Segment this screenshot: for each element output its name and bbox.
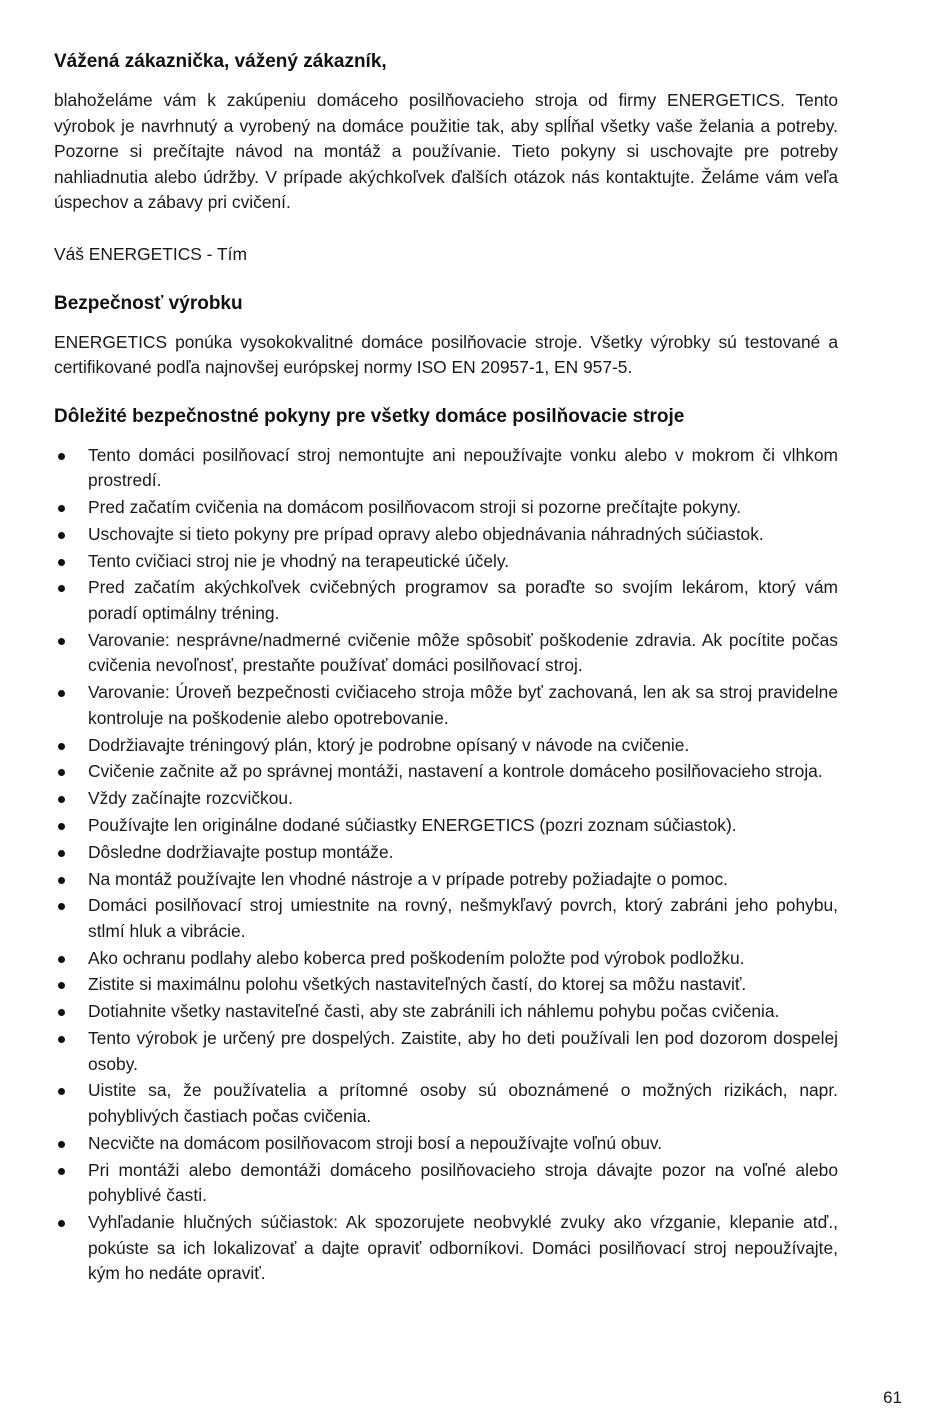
list-item-text: Uschovajte si tieto pokyny pre prípad opravy alebo objednávania náhradných súčiastok. bbox=[88, 523, 764, 544]
list-item bbox=[54, 972, 838, 998]
list-item-text: Zistite si maximálnu polohu všetkých nastaviteľných častí, do ktorej sa môžu nastaviť. bbox=[88, 974, 747, 995]
bullet-icon bbox=[58, 1220, 65, 1227]
bullet-icon bbox=[58, 453, 65, 460]
bullet-icon bbox=[58, 823, 65, 830]
list-item bbox=[54, 1026, 838, 1077]
bullet-icon bbox=[58, 743, 65, 750]
instructions-list bbox=[54, 443, 838, 1287]
list-item-text: Na montáž používajte len vhodné nástroje a v prípade potreby požiadajte o pomoc. bbox=[88, 868, 728, 889]
list-item-text: Tento výrobok je určený pre dospelých. Zaistite, aby ho deti používali len pod dozorom dospelej osoby. bbox=[88, 1028, 838, 1074]
list-item bbox=[54, 680, 838, 731]
safety-paragraph: ENERGETICS ponúka vysokokvalitné domáce posilňovacie stroje. Všetky výrobky sú testované a certifikované podľa najnovšej európskej normy ISO EN 20957-1, EN 957-5. bbox=[54, 331, 838, 378]
list-item bbox=[54, 628, 838, 679]
list-item-text: Pred začatím akýchkoľvek cvičebných programov sa poraďte so svojím lekárom, ktorý vám poradí optimálny tréning. bbox=[88, 577, 838, 624]
bullet-icon bbox=[58, 690, 65, 697]
list-item bbox=[54, 1131, 838, 1157]
list-item-text: Tento cvičiaci stroj nie je vhodný na terapeutické účely. bbox=[88, 550, 510, 571]
bullet-icon bbox=[58, 1009, 65, 1016]
list-item bbox=[54, 443, 838, 494]
bullet-icon bbox=[58, 1141, 65, 1148]
list-item-text: Uistite sa, že používatelia a prítomné osoby sú oboznámené o možných rizikách, napr. pohyblivých častiach počas cvičenia. bbox=[88, 1080, 838, 1126]
bullet-icon bbox=[58, 1036, 65, 1043]
list-item bbox=[54, 1078, 838, 1129]
list-item bbox=[54, 840, 838, 866]
document-page bbox=[54, 48, 838, 1288]
bullet-icon bbox=[58, 956, 65, 963]
list-item bbox=[54, 999, 838, 1025]
bullet-icon bbox=[58, 532, 65, 539]
list-item-text: Používajte len originálne dodané súčiastky ENERGETICS (pozri zoznam súčiastok). bbox=[88, 814, 737, 835]
list-item-text: Tento domáci posilňovací stroj nemontujte ani nepoužívajte vonku alebo v mokrom či vlhkom prostredí. bbox=[88, 444, 838, 491]
list-item bbox=[54, 495, 838, 521]
bullet-icon bbox=[58, 1088, 65, 1095]
list-item-text: Varovanie: nesprávne/nadmerné cvičenie môže spôsobiť poškodenie zdravia. Ak pocítite počas cvičenia nevoľnosť, prestaňte používať domáci posilňovací stroj. bbox=[88, 629, 838, 676]
list-item-text: Cvičenie začnite až po správnej montáži, nastavení a kontrole domáceho posilňovacieho stroja. bbox=[88, 761, 823, 782]
list-item bbox=[54, 575, 838, 626]
list-item bbox=[54, 813, 838, 839]
bullet-icon bbox=[58, 505, 65, 512]
list-item-text: Pri montáži alebo demontáži domáceho posilňovacieho stroja dávajte pozor na voľné alebo pohyblivé časti. bbox=[88, 1159, 838, 1206]
list-item bbox=[54, 759, 838, 785]
signature: Váš ENERGETICS - Tím bbox=[54, 243, 247, 264]
list-item bbox=[54, 786, 838, 812]
list-item bbox=[54, 1210, 838, 1287]
bullet-icon bbox=[58, 850, 65, 857]
bullet-icon bbox=[58, 585, 65, 592]
list-item bbox=[54, 1158, 838, 1209]
bullet-icon bbox=[58, 769, 65, 776]
list-item-text: Pred začatím cvičenia na domácom posilňovacom stroji si pozorne prečítajte pokyny. bbox=[88, 497, 742, 518]
list-item-text: Ako ochranu podlahy alebo koberca pred poškodením položte pod výrobok podložku. bbox=[88, 947, 745, 968]
page-number: 61 bbox=[883, 1388, 902, 1407]
bullet-icon bbox=[58, 559, 65, 566]
list-item-text: Dotiahnite všetky nastaviteľné časti, aby ste zabránili ich náhlemu pohybu počas cvičenia. bbox=[88, 1001, 780, 1022]
list-item-text: Dodržiavajte tréningový plán, ktorý je podrobne opísaný v návode na cvičenie. bbox=[88, 734, 690, 755]
bullet-icon bbox=[58, 1168, 65, 1175]
list-item-text: Vždy začínajte rozcvičkou. bbox=[88, 788, 293, 809]
list-item bbox=[54, 946, 838, 972]
list-item bbox=[54, 522, 838, 548]
list-item bbox=[54, 733, 838, 759]
greeting-heading: Vážená zákaznička, vážený zákazník, bbox=[54, 51, 387, 72]
safety-heading: Bezpečnosť výrobku bbox=[54, 292, 243, 314]
bullet-icon bbox=[58, 903, 65, 910]
intro-paragraph: blahoželáme vám k zakúpeniu domáceho posilňovacieho stroja od firmy ENERGETICS. Tento výrobok je navrhnutý a vyrobený na domáce použitie tak, aby splĺňal všetky vaše želania a potreby. Pozorne si prečítajte návod na montáž a používanie. Tieto pokyny si uschovajte pre potreby nahliadnutia alebo údržby. V prípade akýchkoľvek ďalších otázok nás kontaktujte. Želáme vám veľa úspechov a zábavy pri cvičení. bbox=[54, 90, 838, 213]
list-item bbox=[54, 867, 838, 893]
list-item-text: Necvičte na domácom posilňovacom stroji bosí a nepoužívajte voľnú obuv. bbox=[88, 1132, 663, 1153]
list-item-text: Varovanie: Úroveň bezpečnosti cvičiaceho stroja môže byť zachovaná, len ak sa stroj pravidelne kontroluje na poškodenie alebo opotrebovanie. bbox=[88, 682, 838, 728]
bullet-icon bbox=[58, 638, 65, 645]
instructions-heading: Dôležité bezpečnostné pokyny pre všetky domáce posilňovacie stroje bbox=[54, 405, 685, 427]
bullet-icon bbox=[58, 982, 65, 989]
list-item bbox=[54, 893, 838, 944]
bullet-icon bbox=[58, 877, 65, 884]
list-item-text: Vyhľadanie hlučných súčiastok: Ak spozorujete neobvyklé zvuky ako vŕzganie, klepanie atď., pokúste sa ich lokalizovať a dajte opraviť odborníkovi. Domáci posilňovací stroj nepoužívajte, kým ho nedáte opraviť. bbox=[88, 1211, 838, 1284]
bullet-icon bbox=[58, 796, 65, 803]
list-item-text: Dôsledne dodržiavajte postup montáže. bbox=[88, 841, 394, 862]
list-item-text: Domáci posilňovací stroj umiestnite na rovný, nešmykľavý povrch, ktorý zabráni jeho pohybu, stlmí hluk a vibrácie. bbox=[88, 895, 838, 941]
list-item bbox=[54, 549, 838, 575]
